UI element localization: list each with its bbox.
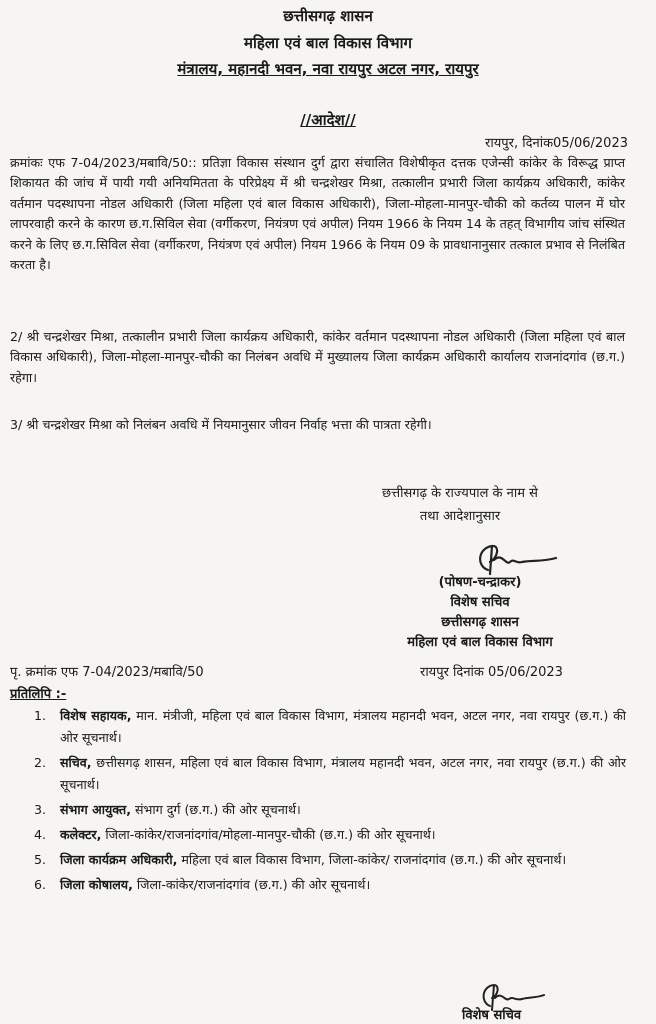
list-item	[34, 752, 626, 796]
order-paragraph-3: 3/ श्री चन्द्रशेखर मिश्रा को निलंबन अवधि में नियमानुसार जीवन निर्वाह भत्ता की पात्रता रहेगी।	[10, 417, 432, 432]
list-item-number: 3.	[34, 802, 47, 817]
list-item-number: 6.	[34, 877, 47, 892]
list-item	[34, 705, 626, 749]
list-item-number: 5.	[34, 852, 47, 867]
list-item-text: संभाग दुर्ग (छ.ग.) की ओर सूचनार्थ।	[131, 802, 301, 817]
governor-line-2: तथा आदेशानुसार	[419, 509, 501, 524]
list-item	[34, 874, 626, 896]
order-title: //आदेश//	[300, 111, 356, 129]
order-paragraph-1: क्रमांकः एफ 7-04/2023/मबावि/50:: प्रतिज्ञा विकास संस्थान दुर्ग द्वारा संचालित विशेषीकृत दत्तक एजेन्सी कांकेर के विरूद्ध प्राप्त शिकायत की जांच में पायी गयी अनियमितता के परिप्रेक्ष्य में श्री चन्द्रशेखर मिश्रा, तत्कालीन प्रभारी जिला कार्यक्रय अधिकारी, कांकेर वर्तमान पदस्थापना नोडल अधिकारी (जिला महिला एवं बाल विकास अधिकारी), जिला-मोहला-मानपुर-चौकी को कर्तव्य पालन में घोर लापरवाही करने के कारण छ.ग.सिविल सेवा (वर्गीकरण, नियंत्रण एवं अपील) नियम 1966 के नियम 14 के तहत् विभागीय जांच संस्थित करने के लिए छ.ग.सिविल सेवा (वर्गीकरण, नियंत्रण एवं अपील) नियम 1966 के नियम 09 के प्रावधानानुसार तत्काल प्रभाव से निलंबित करता है।	[10, 155, 625, 273]
list-item-recipient: कलेक्टर,	[60, 827, 102, 842]
list-item-number: 4.	[34, 827, 47, 842]
header-government: छत्तीसगढ़ शासन	[283, 7, 373, 25]
signatory-government: छत्तीसगढ़ शासन	[441, 615, 519, 630]
order-date: रायपुर, दिनांक05/06/2023	[485, 136, 628, 151]
list-item-text: मान. मंत्रीजी, महिला एवं बाल विकास विभाग, मंत्रालय महानदी भवन, अटल नगर, नवा रायपुर (छ.ग.) की ओर सूचनार्थ।	[60, 708, 627, 745]
footer-designation: विशेष सचिव	[462, 1008, 522, 1023]
endorsement-number: पृ. क्रमांक एफ 7-04/2023/मबावि/50	[10, 665, 204, 680]
list-item	[34, 824, 626, 846]
signatory-designation: विशेष सचिव	[450, 595, 510, 610]
list-item-number: 1.	[34, 708, 47, 723]
list-item-recipient: जिला कार्यक्रम अधिकारी,	[60, 852, 178, 867]
list-item-text: जिला-कांकेर/राजनांदगांव/मोहला-मानपुर-चौकी (छ.ग.) की ओर सूचनार्थ।	[101, 827, 436, 842]
copy-list	[34, 705, 626, 899]
copy-to-heading: प्रतिलिपि :-	[10, 687, 67, 702]
endorsement-date: रायपुर दिनांक 05/06/2023	[420, 665, 563, 680]
governor-line-1: छत्तीसगढ़ के राज्यपाल के नाम से	[382, 486, 538, 501]
order-paragraph-2: 2/ श्री चन्द्रशेखर मिश्रा, तत्कालीन प्रभारी जिला कार्यक्रय अधिकारी, कांकेर वर्तमान पदस्थापना नोडल अधिकारी (जिला महिला एवं बाल विकास अधिकारी), जिला-मोहला-मानपुर-चौकी का निलंबन अवधि में मुख्यालय जिला कार्यक्रम अधिकारी कार्यालय राजनांदगांव (छ.ग.) रहेगा।	[10, 329, 625, 385]
signatory-department: महिला एवं बाल विकास विभाग	[407, 635, 553, 650]
list-item-recipient: संभाग आयुक्त,	[60, 802, 131, 817]
list-item-text: जिला-कांकेर/राजनांदगांव (छ.ग.) की ओर सूचनार्थ।	[132, 877, 371, 892]
list-item-recipient: विशेष सहायक,	[60, 708, 132, 723]
governor-authority	[360, 482, 560, 528]
list-item	[34, 849, 626, 871]
list-item-text: छत्तीसगढ़ शासन, महिला एवं बाल विकास विभाग, मंत्रालय महानदी भवन, अटल नगर, नवा रायपुर (छ.ग.) की ओर सूचनार्थ।	[60, 755, 626, 792]
signatory-block	[400, 573, 560, 653]
signatory-name: (पोषण-चन्द्राकर)	[438, 575, 522, 590]
list-item-text: महिला एवं बाल विकास विभाग, जिला-कांकेर/ राजनांदगांव (छ.ग.) की ओर सूचनार्थ।	[177, 852, 567, 867]
list-item	[34, 799, 626, 821]
list-item-recipient: सचिव,	[60, 755, 92, 770]
header-address: मंत्रालय, महानदी भवन, नवा रायपुर अटल नगर, रायपुर	[177, 60, 479, 78]
header-department: महिला एवं बाल विकास विभाग	[244, 34, 412, 52]
list-item-recipient: जिला कोषालय,	[60, 877, 133, 892]
list-item-number: 2.	[34, 755, 47, 770]
